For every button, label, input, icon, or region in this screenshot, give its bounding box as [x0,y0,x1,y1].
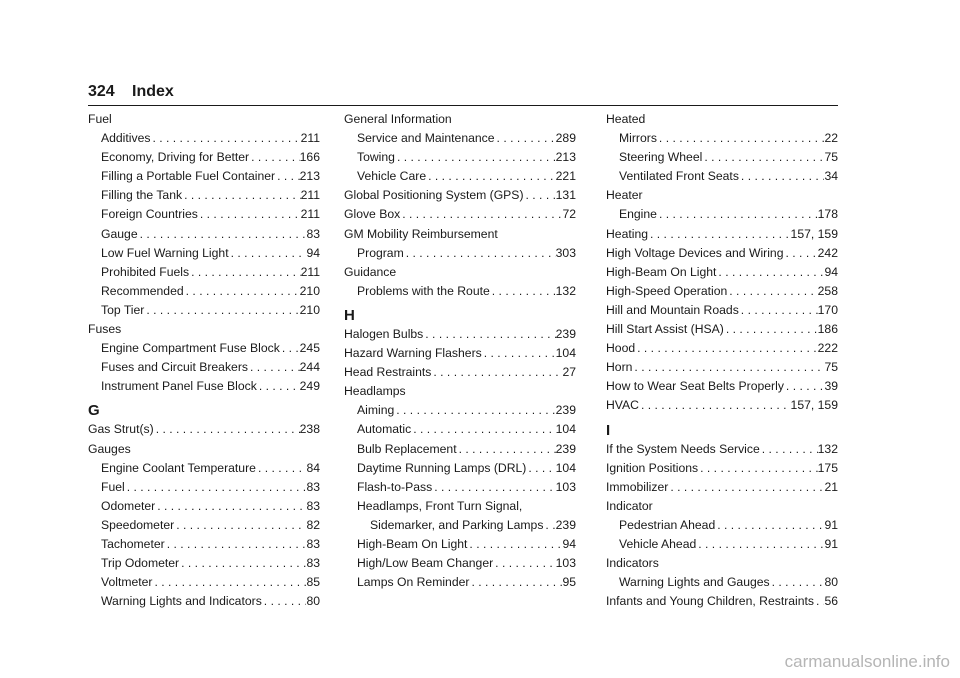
entry-page-number: 244 [299,360,320,375]
entry-text: Recommended [101,283,184,298]
entry-text: Glove Box [344,207,401,222]
index-entry [88,301,320,320]
entry-page-number: 186 [817,322,838,337]
entry-page-number: 249 [299,379,320,394]
index-entry [344,516,576,535]
leader-dots [152,573,306,592]
entry-text: Gauge [101,226,138,241]
index-entry [344,186,576,205]
entry-text: Vehicle Care [357,169,427,184]
index-entry [88,225,320,244]
entry-text: Ignition Positions [606,460,699,475]
entry-text: Filling the Tank [101,188,183,203]
index-entry [606,396,838,415]
section-letter: I [606,421,611,439]
entry-page-number: 178 [817,207,838,222]
index-entry [344,401,576,420]
index-entry [88,320,320,339]
entry-page-number: 289 [555,131,576,146]
leader-dots [770,573,825,592]
index-entry [344,554,576,573]
leader-dots [394,401,555,420]
entry-page-number: 213 [555,150,576,165]
entry-text: If the System Needs Service [606,441,760,456]
leader-dots [648,225,791,244]
leader-dots [275,167,300,186]
entry-page-number: 80 [824,575,838,590]
index-column-2 [344,110,576,592]
entry-text: Immobilizer [606,479,669,494]
entry-page-number: 83 [306,498,320,513]
leader-dots [395,148,556,167]
leader-dots [125,478,307,497]
index-entry [88,339,320,358]
leader-dots [657,129,825,148]
entry-text: Fuel [88,112,112,126]
leader-dots [657,205,818,224]
index-entry [88,440,320,459]
index-entry [344,497,576,516]
entry-text: Bulb Replacement [357,441,457,456]
leader-dots [715,516,824,535]
entry-page-number: 131 [555,188,576,203]
entry-page-number: 104 [555,460,576,475]
entry-text: Speedometer [101,517,175,532]
index-entry [88,167,320,186]
entry-page-number: 75 [824,360,838,375]
entry-page-number: 221 [555,169,576,184]
entry-page-number: 132 [555,283,576,298]
entry-page-number: 103 [555,479,576,494]
entry-page-number: 75 [824,150,838,165]
watermark: carmanualsonline.info [784,652,950,671]
index-entry [344,344,576,363]
leader-dots [184,282,300,301]
entry-text: Indicators [606,556,659,571]
leader-dots [493,554,555,573]
entry-text: Indicator [606,498,653,513]
entry-text: Filling a Portable Fuel Container [101,169,276,184]
index-entry [344,325,576,344]
entry-page-number: 94 [824,264,838,279]
entry-text: Odometer [101,498,156,513]
leader-dots [784,244,818,263]
leader-dots [482,344,556,363]
page-title: Index [132,83,174,100]
entry-text: Gas Strut(s) [88,422,154,437]
leader-dots [526,459,555,478]
leader-dots [423,325,555,344]
index-entry [344,573,576,592]
leader-dots [400,205,562,224]
index-entry [88,592,320,611]
index-entry [344,440,576,459]
entry-text: Fuel [101,479,125,494]
index-entry [88,554,320,573]
entry-text: Fuses and Circuit Breakers [101,360,248,375]
leader-dots [739,301,818,320]
index-entry [344,129,576,148]
entry-text: Automatic [357,422,412,437]
leader-dots [739,167,825,186]
index-entry [606,377,838,396]
index-entry [344,167,576,186]
leader-dots [760,440,818,459]
entry-page-number: 72 [562,207,576,222]
leader-dots [426,167,556,186]
page-number: 324 [88,83,115,100]
entry-page-number: 104 [555,422,576,437]
entry-text: High-Beam On Light [606,264,717,279]
entry-page-number: 210 [299,302,320,317]
leader-dots [150,129,300,148]
entry-text: Engine [619,207,657,222]
entry-text: Warning Lights and Gauges [619,575,770,590]
leader-dots [248,358,300,377]
entry-page-number: 211 [300,188,320,203]
entry-text: Hill Start Assist (HSA) [606,322,724,337]
index-entry [88,497,320,516]
leader-dots [432,478,555,497]
entry-page-number: 83 [306,479,320,494]
entry-text: Tachometer [101,536,165,551]
entry-text: Halogen Bulbs [344,326,424,341]
leader-dots [814,592,824,611]
index-column-1 [88,110,320,611]
entry-page-number: 222 [817,341,838,356]
entry-text: Pedestrian Ahead [619,517,716,532]
entry-text: Heating [606,226,649,241]
entry-page-number: 80 [306,594,320,609]
entry-page-number: 84 [306,460,320,475]
entry-text: General Information [344,112,452,126]
leader-dots [144,301,299,320]
entry-text: Engine Coolant Temperature [101,460,256,475]
leader-dots [632,358,824,377]
index-entry [606,440,838,459]
entry-page-number: 27 [562,365,576,380]
leader-dots [457,440,556,459]
leader-dots [404,244,556,263]
index-entry [344,478,576,497]
leader-dots [727,282,817,301]
entry-page-number: 211 [300,131,320,146]
entry-page-number: 91 [824,517,838,532]
entry-text: Global Positioning System (GPS) [344,188,524,203]
index-entry [344,282,576,301]
entry-text: Hazard Warning Flashers [344,346,482,361]
entry-page-number: 242 [817,245,838,260]
entry-text: Foreign Countries [101,207,198,222]
leader-dots [262,592,307,611]
leader-dots [716,263,824,282]
entry-page-number: 82 [306,517,320,532]
index-entry [606,339,838,358]
entry-page-number: 94 [306,245,320,260]
entry-text: Infants and Young Children, Restraints [606,594,815,609]
entry-text: Trip Odometer [101,556,180,571]
entry-text: HVAC [606,398,639,413]
index-entry [344,205,576,224]
entry-page-number: 104 [555,346,576,361]
index-entry [344,363,576,382]
index-entry [88,377,320,396]
leader-dots [198,205,301,224]
entry-text: Economy, Driving for Better [101,150,250,165]
index-entry [606,592,838,611]
entry-page-number: 239 [555,326,576,341]
section-letter: G [88,402,100,420]
entry-page-number: 39 [824,379,838,394]
index-entry [344,148,576,167]
entry-text: High/Low Beam Changer [357,556,494,571]
entry-page-number: 239 [555,441,576,456]
index-entry [606,148,838,167]
entry-text: Program [357,245,404,260]
entry-text: Instrument Panel Fuse Block [101,379,257,394]
entry-page-number: 239 [555,517,576,532]
index-entry [88,420,320,439]
entry-page-number: 95 [562,575,576,590]
index-column-3 [606,110,838,611]
entry-text: High Voltage Devices and Wiring [606,245,784,260]
entry-page-number: 157, 159 [790,398,838,413]
entry-text: GM Mobility Reimbursement [344,226,498,241]
index-entry [344,263,576,282]
index-entry [606,282,838,301]
entry-page-number: 94 [562,536,576,551]
index-entry [88,205,320,224]
entry-text: Headlamps, Front Turn Signal, [357,498,523,513]
index-entry [606,478,838,497]
index-entry [88,244,320,263]
leader-dots [490,282,556,301]
index-entry [606,516,838,535]
entry-text: Mirrors [619,131,657,146]
leader-dots [543,516,555,535]
entry-page-number: 211 [300,207,320,222]
entry-text: How to Wear Seat Belts Properly [606,379,784,394]
entry-text: Guidance [344,264,397,279]
index-entry [88,358,320,377]
index-entry [88,186,320,205]
entry-page-number: 83 [306,556,320,571]
entry-page-number: 303 [555,245,576,260]
entry-text: Vehicle Ahead [619,536,697,551]
entry-text: Horn [606,360,633,375]
index-entry [606,320,838,339]
leader-dots [155,497,306,516]
leader-dots [495,129,556,148]
entry-text: Top Tier [101,302,145,317]
entry-page-number: 245 [299,341,320,356]
leader-dots [668,478,824,497]
leader-dots [524,186,556,205]
index-entry [606,186,838,205]
entry-text: Sidemarker, and Parking Lamps [370,517,544,532]
index-entry [88,282,320,301]
index-entry [606,167,838,186]
index-entry [88,478,320,497]
entry-text: Additives [101,131,151,146]
entry-page-number: 166 [299,150,320,165]
leader-dots [256,459,307,478]
index-entry [606,263,838,282]
entry-page-number: 83 [306,226,320,241]
entry-page-number: 258 [817,283,838,298]
entry-text: Problems with the Route [357,283,490,298]
index-entry [344,244,576,263]
entry-page-number: 170 [817,302,838,317]
entry-page-number: 239 [555,403,576,418]
leader-dots [138,225,307,244]
index-entry [344,225,576,244]
entry-page-number: 83 [306,536,320,551]
index-entry [88,148,320,167]
entry-text: Lamps On Reminder [357,575,470,590]
leader-dots [431,363,562,382]
entry-text: High-Speed Operation [606,283,728,298]
entry-page-number: 175 [817,460,838,475]
index-entry [606,554,838,573]
entry-page-number: 157, 159 [790,226,838,241]
leader-dots [696,535,824,554]
index-entry [344,535,576,554]
index-entry [344,110,576,129]
leader-dots [467,535,562,554]
leader-dots [639,396,791,415]
entry-text: Aiming [357,403,395,418]
leader-dots [257,377,300,396]
index-entry [88,535,320,554]
entry-text: Service and Maintenance [357,131,495,146]
entry-page-number: 85 [306,575,320,590]
index-entry [344,420,576,439]
leader-dots [182,186,300,205]
entry-text: Hill and Mountain Roads [606,302,739,317]
leader-dots [469,573,562,592]
index-entry [606,358,838,377]
leader-dots [698,459,818,478]
entry-page-number: 103 [555,556,576,571]
entry-text: Fuses [88,322,122,337]
leader-dots [154,420,300,439]
leader-dots [189,263,300,282]
index-entry [344,459,576,478]
entry-text: Steering Wheel [619,150,703,165]
section-letter: H [344,306,355,324]
entry-text: High-Beam On Light [357,536,468,551]
entry-page-number: 211 [300,264,320,279]
entry-text: Heater [606,188,643,203]
leader-dots [165,535,307,554]
leader-dots [724,320,818,339]
index-entry [606,110,838,129]
entry-page-number: 210 [299,283,320,298]
leader-dots [249,148,300,167]
index-entry [606,129,838,148]
leader-dots [179,554,306,573]
index-entry [606,301,838,320]
index-entry [88,516,320,535]
index-entry [606,244,838,263]
entry-text: Head Restraints [344,365,432,380]
entry-text: Prohibited Fuels [101,264,190,279]
leader-dots [229,244,307,263]
entry-page-number: 91 [824,536,838,551]
index-entry [606,573,838,592]
entry-text: Ventilated Front Seats [619,169,739,184]
entry-page-number: 34 [824,169,838,184]
entry-page-number: 56 [824,594,838,609]
index-entry [88,129,320,148]
entry-page-number: 213 [299,169,320,184]
entry-page-number: 22 [824,131,838,146]
index-entry [88,573,320,592]
entry-page-number: 238 [299,422,320,437]
entry-text: Flash-to-Pass [357,479,433,494]
leader-dots [174,516,306,535]
leader-dots [635,339,818,358]
leader-dots [784,377,825,396]
index-entry [88,459,320,478]
index-entry [344,382,576,401]
index-entry [606,205,838,224]
entry-text: Gauges [88,441,131,456]
entry-text: Low Fuel Warning Light [101,245,229,260]
index-entry [606,225,838,244]
page-header [88,83,838,106]
entry-text: Heated [606,112,646,126]
entry-page-number: 132 [817,441,838,456]
leader-dots [280,339,300,358]
index-entry [606,497,838,516]
entry-text: Hood [606,341,636,356]
entry-text: Headlamps [344,384,406,399]
entry-text: Engine Compartment Fuse Block [101,341,280,356]
index-entry [88,263,320,282]
entry-text: Warning Lights and Indicators [101,594,262,609]
index-entry [606,535,838,554]
entry-text: Daytime Running Lamps (DRL) [357,460,527,475]
leader-dots [702,148,824,167]
index-entry [88,110,320,129]
index-entry [606,459,838,478]
entry-text: Voltmeter [101,575,153,590]
leader-dots [411,420,555,439]
entry-page-number: 21 [824,479,838,494]
entry-text: Towing [357,150,395,165]
